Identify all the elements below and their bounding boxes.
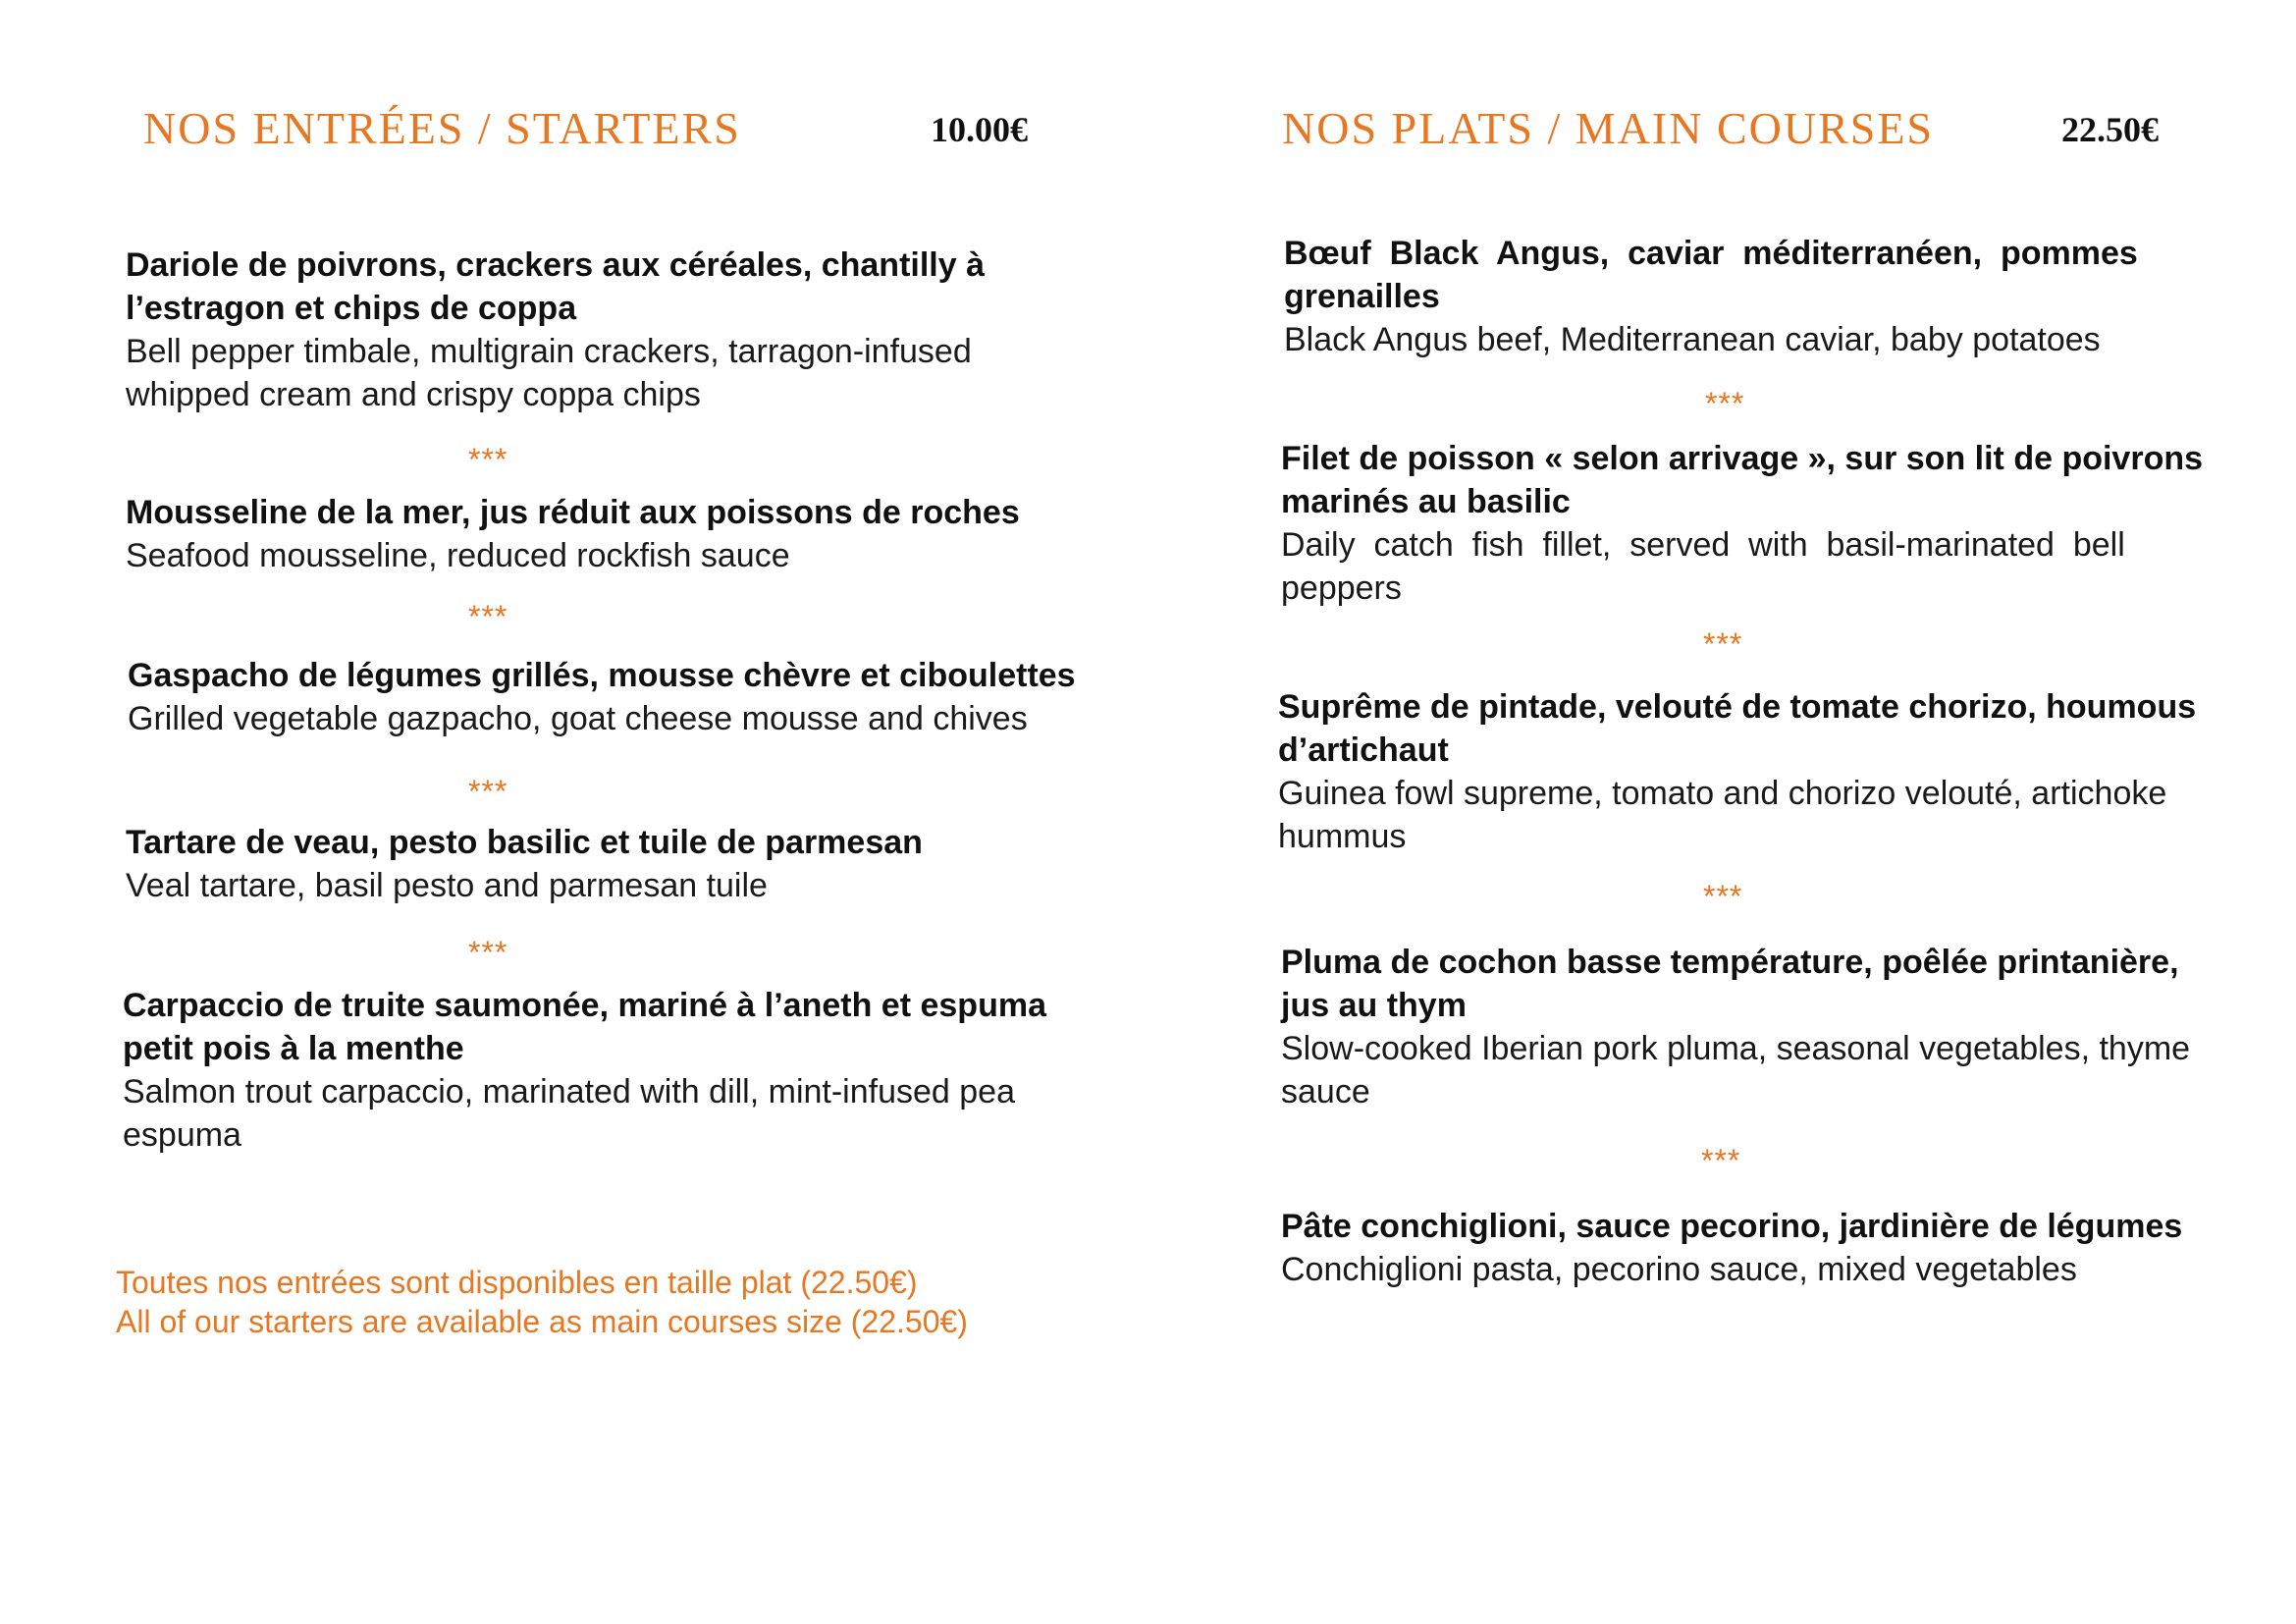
dish-name-en: Daily catch fish fillet, served with basil-marinated bell <box>1281 526 2125 564</box>
dish-name-fr: petit pois à la menthe <box>123 1030 464 1067</box>
starter-item <box>126 244 985 416</box>
starters-size-note <box>116 1263 968 1341</box>
dish-name-fr: Pâte conchiglioni, sauce pecorino, jardinière de légumes <box>1281 1208 2183 1245</box>
dish-name-fr: Filet de poisson « selon arrivage », sur son lit de poivrons <box>1281 440 2204 477</box>
note-fr: Toutes nos entrées sont disponibles en taille plat (22.50€) <box>116 1265 918 1300</box>
dish-name-fr: jus au thym <box>1281 987 1467 1024</box>
dish-name-en: hummus <box>1278 818 1407 855</box>
dish-name-en: Bell pepper timbale, multigrain crackers, tarragon-infused <box>126 333 972 370</box>
dish-name-en: Guinea fowl supreme, tomato and chorizo velouté, artichoke <box>1278 775 2167 812</box>
dish-name-fr: Mousseline de la mer, jus réduit aux poissons de roches <box>126 494 1020 531</box>
dish-name-fr: marinés au basilic <box>1281 483 1571 520</box>
main-item <box>1281 1205 2182 1291</box>
main-item <box>1281 941 2190 1113</box>
separator: *** <box>468 599 508 634</box>
dish-name-fr: Gaspacho de légumes grillés, mousse chèvre et ciboulettes <box>128 657 1076 694</box>
dish-name-fr: Tartare de veau, pesto basilic et tuile de parmesan <box>126 824 923 861</box>
dish-name-en: Slow-cooked Iberian pork pluma, seasonal vegetables, thyme <box>1281 1030 2191 1067</box>
separator: *** <box>1701 1143 1741 1178</box>
dish-name-en: Grilled vegetable gazpacho, goat cheese mousse and chives <box>128 700 1028 737</box>
separator: *** <box>468 442 508 477</box>
dish-name-fr: Pluma de cochon basse température, poêlée printanière, <box>1281 944 2179 981</box>
dish-name-en: peppers <box>1281 569 1402 607</box>
dish-name-en: Salmon trout carpaccio, marinated with dill, mint-infused pea <box>123 1073 1015 1110</box>
dish-name-fr: l’estragon et chips de coppa <box>126 290 577 327</box>
starter-item <box>123 984 1046 1157</box>
dish-name-fr: Bœuf Black Angus, caviar méditerranéen, pommes <box>1284 235 2138 272</box>
starter-item <box>128 654 1076 740</box>
separator: *** <box>1705 386 1745 421</box>
dish-name-fr: Suprême de pintade, velouté de tomate chorizo, houmous <box>1278 688 2197 726</box>
separator: *** <box>1703 626 1743 662</box>
dish-name-fr: d’artichaut <box>1278 731 1449 769</box>
mains-price: 22.50€ <box>2061 110 2159 149</box>
dish-name-en: Veal tartare, basil pesto and parmesan tuile <box>126 867 768 904</box>
dish-name-en: whipped cream and crispy coppa chips <box>126 376 701 413</box>
separator: *** <box>468 774 508 809</box>
main-item <box>1281 437 2203 610</box>
dish-name-en: Conchiglioni pasta, pecorino sauce, mixed vegetables <box>1281 1251 2077 1288</box>
starters-price: 10.00€ <box>931 110 1028 149</box>
dish-name-en: Black Angus beef, Mediterranean caviar, baby potatoes <box>1284 321 2101 358</box>
separator: *** <box>1703 879 1743 914</box>
starter-item <box>126 821 923 907</box>
dish-name-en: sauce <box>1281 1073 1370 1110</box>
dish-name-fr: Dariole de poivrons, crackers aux céréales, chantilly à <box>126 246 986 284</box>
main-item <box>1284 232 2138 361</box>
dish-name-fr: grenailles <box>1284 278 1440 315</box>
note-en: All of our starters are available as main courses size (22.50€) <box>116 1304 968 1339</box>
dish-name-fr: Carpaccio de truite saumonée, mariné à l’aneth et espuma <box>123 987 1046 1024</box>
starter-item <box>126 491 1020 577</box>
starters-heading: NOS ENTRÉES / STARTERS <box>143 103 741 153</box>
separator: *** <box>468 935 508 970</box>
dish-name-en: Seafood mousseline, reduced rockfish sauce <box>126 537 790 574</box>
main-item <box>1278 685 2196 858</box>
mains-heading: NOS PLATS / MAIN COURSES <box>1282 103 1935 153</box>
dish-name-en: espuma <box>123 1116 241 1154</box>
